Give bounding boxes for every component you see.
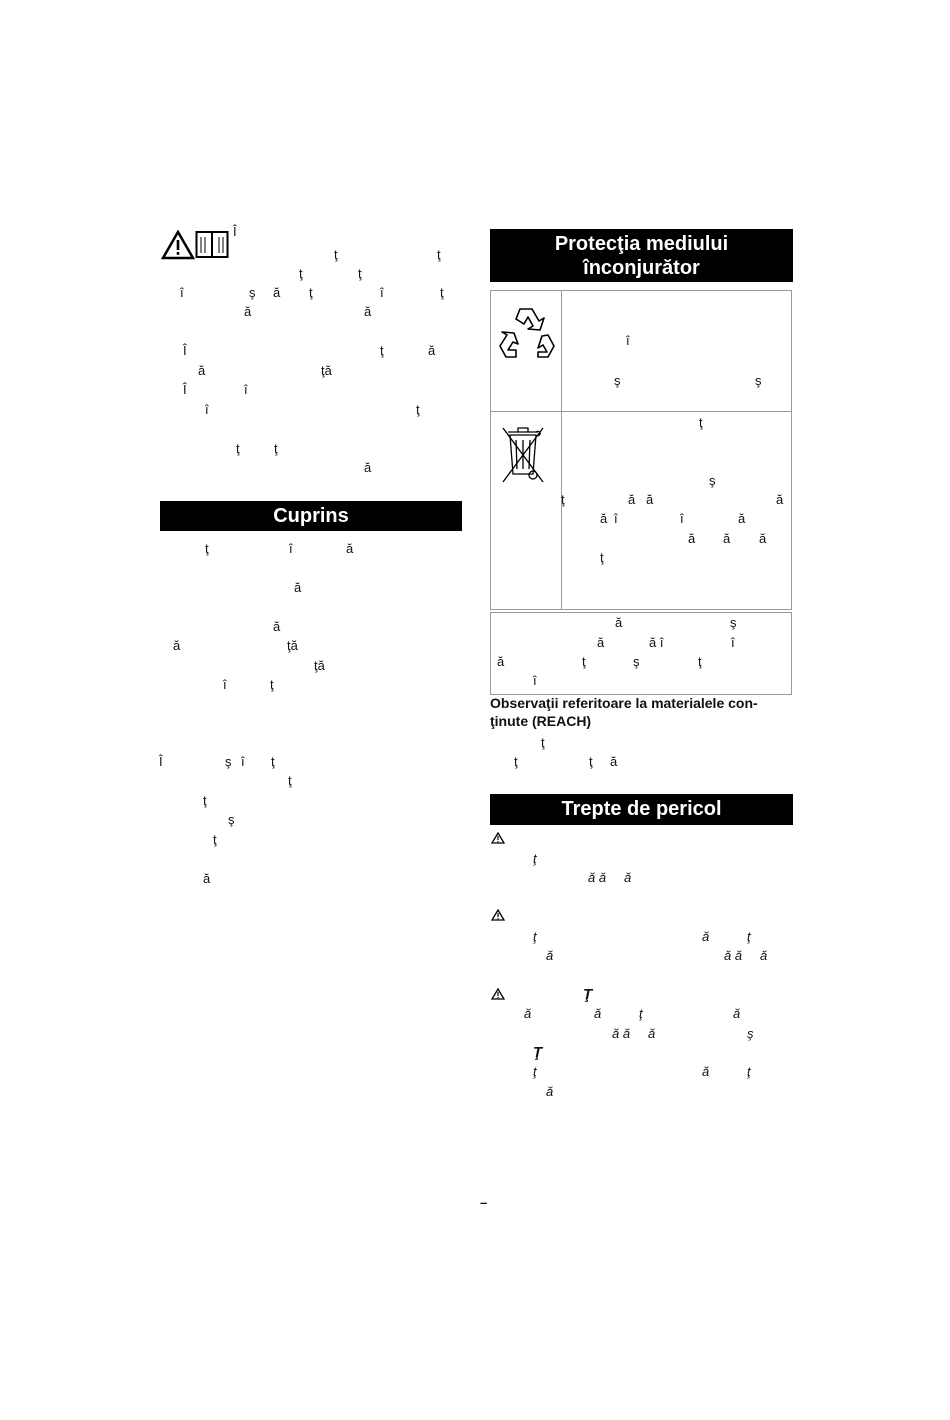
env-row2-fragment: ş	[709, 473, 716, 488]
env-row2-fragment: ă	[646, 492, 654, 507]
env-note-fragment: ţ	[698, 654, 702, 669]
crossed-bin-icon	[500, 424, 546, 484]
intro-text-fragment: ă	[364, 304, 372, 319]
reach-text-fragment: ţ	[541, 735, 545, 750]
env-row2-fragment: ă	[776, 492, 784, 507]
warning-triangle-icon	[491, 988, 505, 1000]
env-note-fragment: ă	[497, 654, 505, 669]
env-row2-fragment: ă	[723, 531, 731, 546]
intro-text-fragment: ţ	[358, 266, 362, 281]
env-note-fragment: ă	[597, 635, 605, 650]
env-note-fragment: ţ	[582, 654, 586, 669]
intro-text-fragment: î	[380, 285, 384, 300]
intro-text-fragment: ş	[249, 285, 256, 300]
hazard-text-fragment: ţ	[533, 1064, 537, 1079]
toc-text-fragment: ţ	[270, 677, 274, 692]
intro-text-fragment: ţ	[437, 247, 441, 262]
toc-text-fragment: ă	[203, 871, 211, 886]
env-row2-fragment: ă	[759, 531, 767, 546]
intro-text-fragment: ă	[273, 285, 281, 300]
env-row2-fragment: ă	[738, 511, 746, 526]
hazard-text-fragment: ă	[702, 1064, 710, 1079]
intro-text-fragment: ă	[244, 304, 252, 319]
warning-triangle-icon	[491, 909, 505, 921]
env-row1-fragment: ş	[614, 373, 621, 388]
hazard-text-fragment: ţ	[533, 929, 537, 944]
hazard-text-fragment: ă ă	[612, 1026, 631, 1041]
section-title-trepte	[490, 794, 793, 825]
trepte-title: Trepte de pericol	[561, 798, 722, 820]
toc-text-fragment: ţ	[205, 541, 209, 556]
reach-text-fragment: ţ	[514, 754, 518, 769]
intro-text-fragment: ţ	[380, 343, 384, 358]
toc-text-fragment: ă	[273, 619, 281, 634]
intro-text-fragment: î	[244, 382, 248, 397]
recycle-icon	[498, 305, 556, 361]
intro-text-fragment: ă	[364, 460, 372, 475]
toc-text-fragment: ă	[346, 541, 354, 556]
env-row2-fragment: ţ	[561, 492, 565, 507]
hazard-text-fragment: ţ	[533, 851, 537, 866]
hazard-text-fragment: ă	[546, 948, 554, 963]
manual-book-icon	[195, 229, 229, 259]
env-note-fragment: î	[731, 635, 735, 650]
reach-text-fragment: ă	[610, 754, 618, 769]
toc-text-fragment: î	[223, 677, 227, 692]
intro-text-fragment: ă	[198, 363, 206, 378]
toc-text-fragment: Î	[159, 754, 163, 769]
hazard-text-fragment: ţ	[747, 929, 751, 944]
hazard-text-fragment: ă	[524, 1006, 532, 1021]
reach-heading-line2: ţinute (REACH)	[490, 713, 592, 729]
reach-text-fragment: ţ	[589, 754, 593, 769]
environment-title-line1: Protecţia mediului	[554, 233, 729, 255]
env-row2-fragment: ă	[600, 511, 608, 526]
hazard-text-fragment: ţ	[747, 1064, 751, 1079]
hazard-text-fragment: ă	[760, 948, 768, 963]
toc-text-fragment: ă	[294, 580, 302, 595]
hazard-text-fragment: ţ	[639, 1006, 643, 1021]
env-note-fragment: î	[533, 673, 537, 688]
reach-heading-line1: Observaţii referitoare la materialele con-	[490, 695, 758, 711]
intro-text-fragment: ă	[428, 343, 436, 358]
table-row-divider	[490, 411, 792, 412]
warning-triangle-icon	[491, 832, 505, 844]
hazard-text-fragment: ş	[747, 1026, 754, 1041]
table-column-divider	[561, 290, 562, 610]
toc-text-fragment: ş	[228, 812, 235, 827]
hazard-text-fragment: ă	[733, 1006, 741, 1021]
env-note-fragment: ă	[615, 615, 623, 630]
toc-text-fragment: ş	[225, 754, 232, 769]
environment-title-line2: înconjurător	[583, 257, 700, 279]
toc-text-fragment: ţ	[271, 754, 275, 769]
env-row2-fragment: ţ	[699, 415, 703, 430]
cuprins-title: Cuprins	[273, 505, 349, 527]
toc-text-fragment: ţ	[203, 793, 207, 808]
intro-text-fragment: ţ	[309, 285, 313, 300]
toc-text-fragment: ă	[173, 638, 181, 653]
intro-text-fragment: Î	[183, 343, 187, 358]
intro-text-fragment: Î	[233, 224, 237, 239]
intro-text-fragment: ţ	[236, 441, 240, 456]
intro-text-fragment: ţă	[321, 363, 332, 378]
intro-text-fragment: ţ	[334, 247, 338, 262]
env-row1-fragment: î	[626, 333, 630, 348]
toc-text-fragment: ţă	[314, 658, 325, 673]
toc-text-fragment: î	[241, 754, 245, 769]
env-row2-fragment: ă	[628, 492, 636, 507]
env-note-fragment: ş	[633, 654, 640, 669]
warning-triangle-icon	[161, 230, 195, 260]
section-title-cuprins	[160, 501, 462, 531]
intro-text-fragment: Î	[183, 382, 187, 397]
env-row2-fragment: ă	[688, 531, 696, 546]
intro-text-fragment: î	[180, 285, 184, 300]
intro-text-fragment: ţ	[274, 441, 278, 456]
intro-text-fragment: î	[205, 402, 209, 417]
toc-text-fragment: ţă	[287, 638, 298, 653]
hazard-text-fragment: ă	[702, 929, 710, 944]
hazard-text-fragment: ă	[624, 870, 632, 885]
page-footer-mark: –	[480, 1195, 488, 1210]
env-note-fragment: ă î	[649, 635, 664, 650]
intro-text-fragment: ţ	[416, 402, 420, 417]
intro-text-fragment: ţ	[299, 266, 303, 281]
env-row2-fragment: î	[614, 511, 618, 526]
env-note-fragment: ş	[730, 615, 737, 630]
env-row2-fragment: ţ	[600, 550, 604, 565]
toc-text-fragment: î	[289, 541, 293, 556]
hazard-text-fragment: ă	[594, 1006, 602, 1021]
hazard-text-fragment: Ţ	[533, 1044, 543, 1061]
env-row1-fragment: ş	[755, 373, 762, 388]
toc-text-fragment: ţ	[213, 832, 217, 847]
hazard-text-fragment: ă	[648, 1026, 656, 1041]
hazard-text-fragment: ă ă	[724, 948, 743, 963]
section-title-environment	[490, 229, 793, 282]
env-row2-fragment: î	[680, 511, 684, 526]
intro-text-fragment: ţ	[440, 285, 444, 300]
hazard-text-fragment: ă ă	[588, 870, 607, 885]
hazard-text-fragment: ă	[546, 1084, 554, 1099]
toc-text-fragment: ţ	[288, 773, 292, 788]
hazard-text-fragment: Ţ	[583, 986, 593, 1003]
